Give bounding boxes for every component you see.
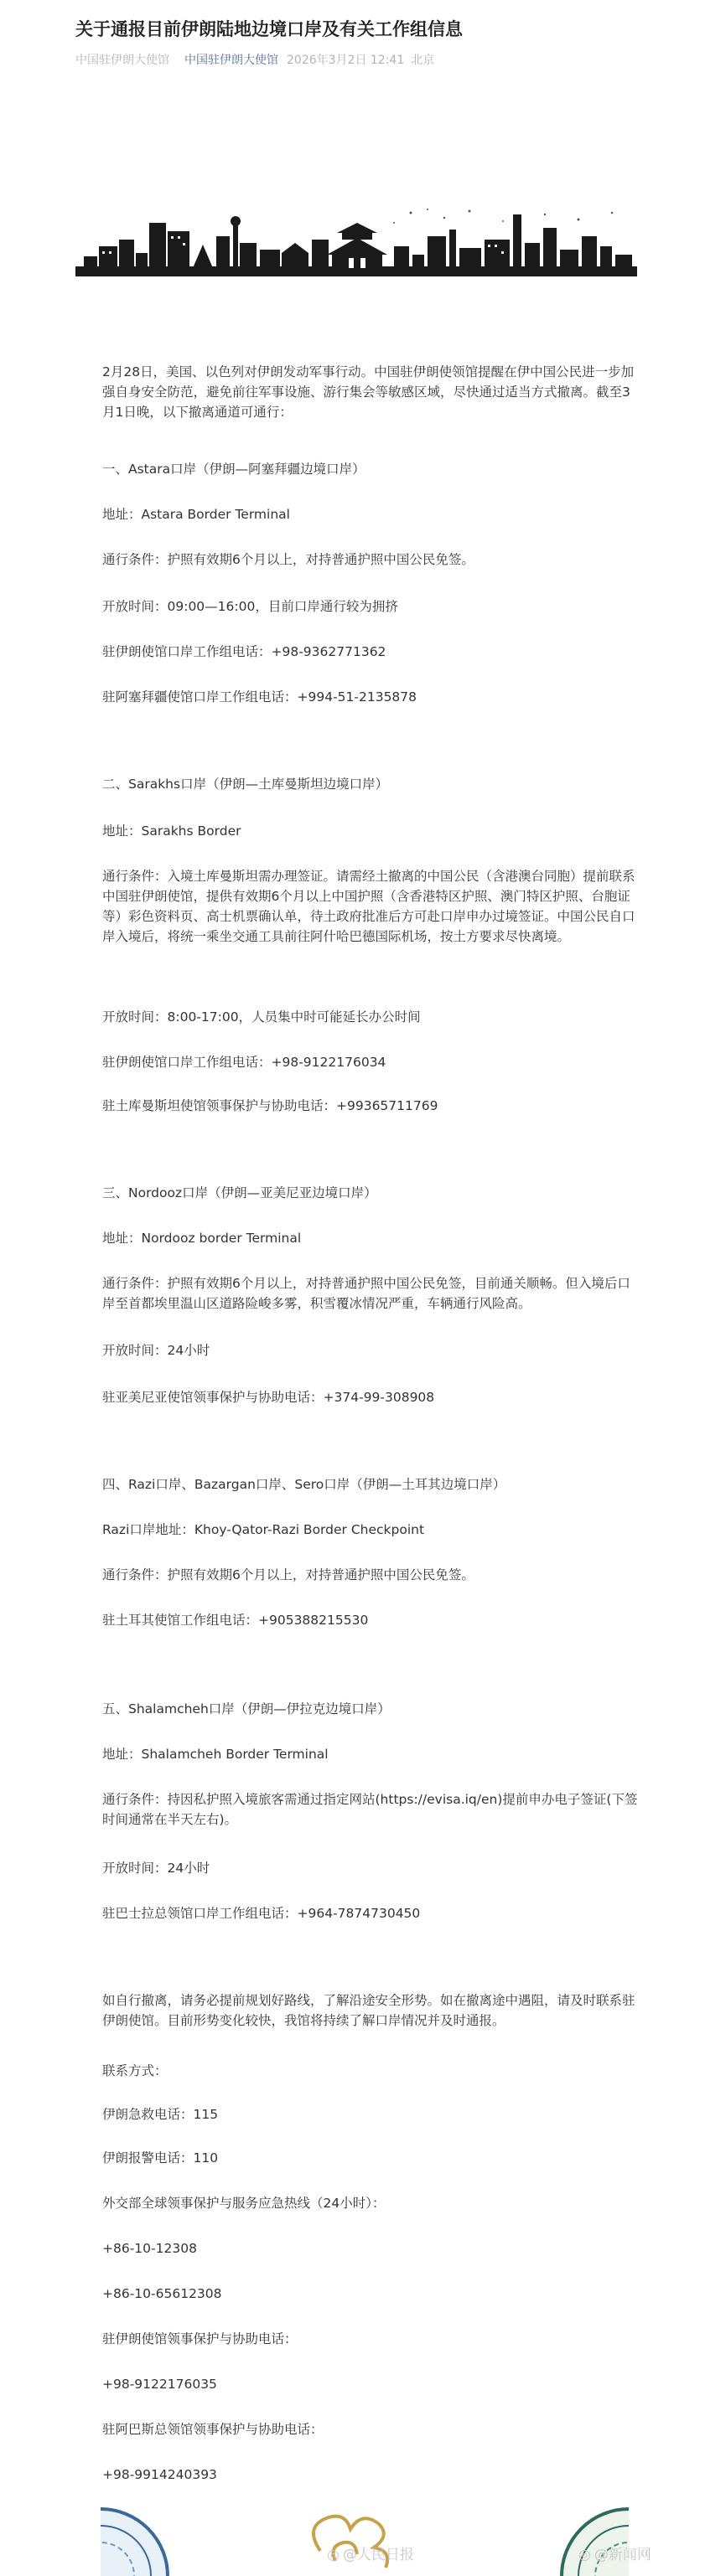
skyline-illustration (75, 206, 637, 298)
police-phone: 伊朗报警电话：110 (102, 2150, 219, 2166)
section-2-address: 地址：Sarakhs Border (102, 823, 241, 839)
section-1-address: 地址：Astara Border Terminal (102, 507, 290, 522)
footer-ornament (101, 2501, 629, 2576)
contacts-label: 联系方式： (102, 2063, 168, 2078)
embassy-phone: +98-9122176035 (102, 2377, 217, 2392)
intro-paragraph: 2月28日，美国、以色列对伊朗发动军事行动。中国驻伊朗使领馆提醒在伊中国公民进一步加强自身安全防范，避免前往军事设施、游行集会等敏感区域，尽快通过适当方式撤离。截至3月1日晚，以下撤离通道可通行： (102, 364, 635, 420)
section-3-conditions: 通行条件：护照有效期6个月以上，对持普通护照中国公民免签，目前通关顺畅。但入境后口岸至首都埃里温山区道路险峻多雾，积雪覆冰情况严重，车辆通行风险高。 (102, 1276, 630, 1311)
section-1-conditions: 通行条件：护照有效期6个月以上，对持普通护照中国公民免签。 (102, 552, 474, 567)
section-1-heading: 一、Astara口岸（伊朗—阿塞拜疆边境口岸） (102, 462, 365, 477)
section-4-heading: 四、Razi口岸、Bazargan口岸、Sero口岸（伊朗—土耳其边境口岸） (102, 1477, 506, 1492)
ambulance-phone: 伊朗急救电话：115 (102, 2107, 219, 2122)
section-4-conditions: 通行条件：护照有效期6个月以上，对持普通护照中国公民免签。 (102, 1567, 474, 1582)
section-1-phone-iran: 驻伊朗使馆口岸工作组电话：+98-9362771362 (102, 644, 386, 659)
section-5-address: 地址：Shalamcheh Border Terminal (102, 1747, 329, 1762)
section-2-hours: 开放时间：8:00-17:00，人员集中时可能延长办公时间 (102, 1009, 421, 1025)
section-3-phone-armenia: 驻亚美尼亚使馆领事保护与协助电话：+374-99-308908 (102, 1390, 435, 1405)
section-5-conditions: 通行条件：持因私护照入境旅客需通过指定网站(https://evisa.iq/en)提前申办电子签证(下签时间通常在半天左右)。 (102, 1792, 638, 1827)
section-4-address: Razi口岸地址：Khoy-Qator-Razi Border Checkpoint (102, 1522, 425, 1537)
publish-location: 北京 (411, 54, 435, 67)
section-1-hours: 开放时间：09:00—16:00，目前口岸通行较为拥挤 (102, 599, 398, 614)
section-2-heading: 二、Sarakhs口岸（伊朗—土库曼斯坦边境口岸） (102, 777, 389, 792)
mfa-hotline-label: 外交部全球领事保护与服务应急热线（24小时）： (102, 2196, 386, 2211)
section-4-phone-turkey: 驻土耳其使馆工作组电话：+905388215530 (102, 1613, 369, 1628)
bandar-phone: +98-9914240393 (102, 2467, 217, 2482)
article-meta (75, 52, 441, 69)
mfa-phone-1: +86-10-12308 (102, 2241, 197, 2256)
weibo-icon: ◎ (327, 2547, 340, 2563)
section-5-hours: 开放时间：24小时 (102, 1861, 210, 1876)
section-1-phone-azerbaijan: 驻阿塞拜疆使馆口岸工作组电话：+994-51-2135878 (102, 689, 417, 705)
section-2-phone-iran: 驻伊朗使馆口岸工作组电话：+98-9122176034 (102, 1055, 386, 1070)
section-5-heading: 五、Shalamcheh口岸（伊朗—伊拉克边境口岸） (102, 1701, 391, 1716)
mfa-phone-2: +86-10-65612308 (102, 2286, 222, 2301)
publish-date: 2026年3月2日 12:41 (287, 54, 405, 67)
watermark-left: ◎ @人民日报 (327, 2547, 414, 2563)
section-3-heading: 三、Nordooz口岸（伊朗—亚美尼亚边境口岸） (102, 1185, 377, 1200)
article-title: 关于通报目前伊朗陆地边境口岸及有关工作组信息 (75, 19, 463, 39)
section-2-phone-turkmenistan: 驻土库曼斯坦使馆领事保护与协助电话：+99365711769 (102, 1098, 438, 1113)
closing-advice: 如自行撤离，请务必提前规划好路线，了解沿途安全形势。如在撤离途中遇阻，请及时联系驻伊朗使馆。目前形势变化较快，我馆将持续了解口岸情况并及时通报。 (102, 1993, 635, 2028)
bandar-phone-label: 驻阿巴斯总领馆领事保护与协助电话： (102, 2422, 324, 2437)
source-name[interactable]: 中国驻伊朗大使馆 (75, 54, 169, 67)
section-2-conditions: 通行条件：入境土库曼斯坦需办理签证。请需经土撤离的中国公民（含港澳台同胞）提前联系中国驻伊朗使馆，提供有效期6个月以上中国护照（含香港特区护照、澳门特区护照、台胞证等）彩色资料页、高士机票确认单，待土政府批准后方可赴口岸申办过境签证。中国公民自口岸入境后，将统一乘坐交通工具前往阿什哈巴德国际机场，按土方要求尽快离境。 (102, 869, 635, 944)
section-3-address: 地址：Nordooz border Terminal (102, 1231, 302, 1246)
account-link[interactable]: 中国驻伊朗大使馆 (184, 54, 278, 67)
embassy-phone-label: 驻伊朗使馆领事保护与协助电话： (102, 2331, 298, 2346)
watermark-right: ◎ @新闻网 (578, 2547, 651, 2563)
weibo-icon: ◎ (578, 2547, 591, 2563)
section-5-phone-basra: 驻巴士拉总领馆口岸工作组电话：+964-7874730450 (102, 1906, 421, 1921)
section-3-hours: 开放时间：24小时 (102, 1343, 210, 1358)
